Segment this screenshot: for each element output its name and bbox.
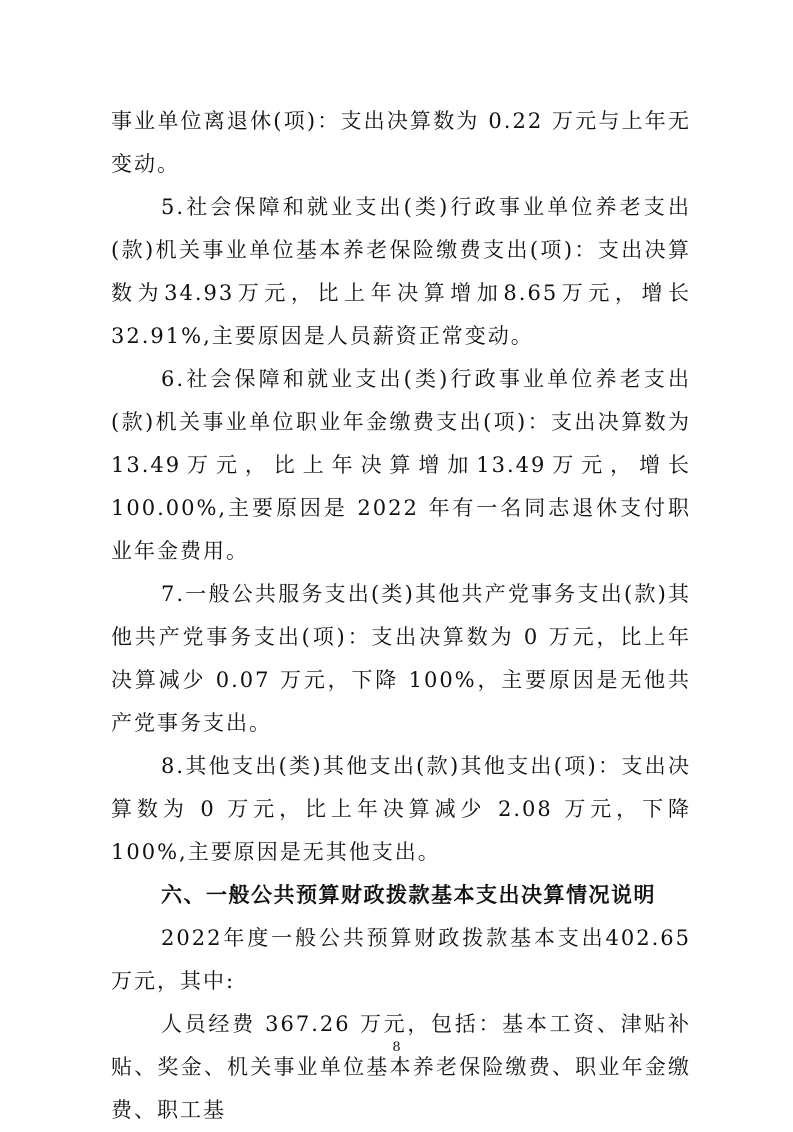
page-number: 8 [392,1040,401,1055]
paragraph-retirement: 事业单位离退休(项)：支出决算数为 0.22 万元与上年无变动。 [111,109,691,176]
paragraph-item-7: 7.一般公共服务支出(类)其他共产党事务支出(款)其他共产党事务支出(项)：支出决算数为 0 万元，比上年决算减少 0.07 万元，下降 100%，主要原因是无他共产党事务支出。 [111,582,691,735]
section-heading-6: 六、一般公共预算财政拨款基本支出决算情况说明 [161,883,656,907]
paragraph-personnel-expenses: 人员经费 367.26 万元，包括：基本工资、津贴补贴、奖金、机关事业单位基本养老保险缴费、职业年金缴费、职工基 [111,1012,691,1122]
paragraph-item-8: 8.其他支出(类)其他支出(款)其他支出(项)：支出决算数为 0 万元，比上年决算减少 2.08 万元，下降 100%,主要原因是无其他支出。 [111,754,691,864]
paragraph-basic-expenditure: 2022年度一般公共预算财政拨款基本支出402.65万元，其中: [111,926,691,993]
document-body [111,100,691,1132]
paragraph-item-6: 6.社会保障和就业支出(类)行政事业单位养老支出(款)机关事业单位职业年金缴费支出(项)：支出决算数为13.49万元，比上年决算增加13.49万元，增长100.00%,主要原因是 2022 年有一名同志退休支付职业年金费用。 [111,367,691,563]
paragraph-item-5: 5.社会保障和就业支出(类)行政事业单位养老支出(款)机关事业单位基本养老保险缴费支出(项)：支出决算数为34.93万元，比上年决算增加8.65万元，增长32.91%,主要原因是人员薪资正常变动。 [111,195,691,348]
